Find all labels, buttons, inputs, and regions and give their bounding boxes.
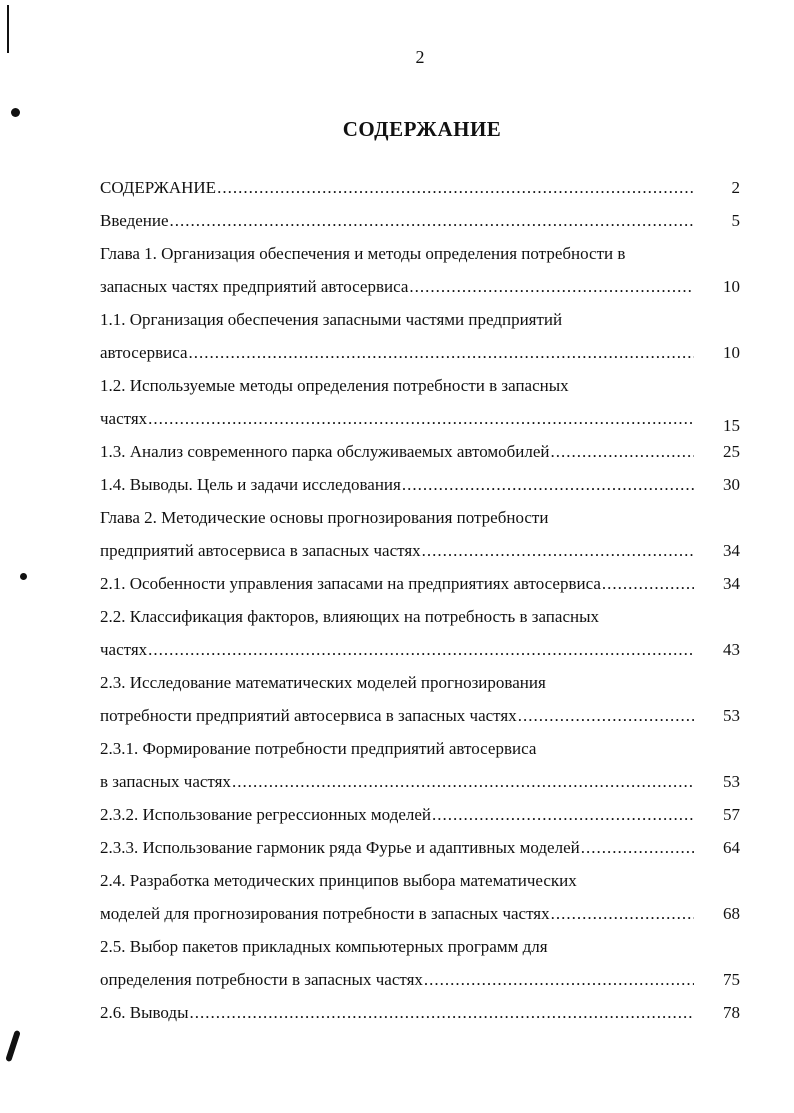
toc-line xyxy=(100,963,740,996)
toc-entry-text: частях xyxy=(100,409,148,428)
toc-entry-text: 2.3.3. Использование гармоник ряда Фурье и адаптивных моделей xyxy=(100,838,580,857)
scan-mark xyxy=(5,1030,21,1062)
dot-leader xyxy=(551,435,694,468)
toc-entry xyxy=(100,435,740,468)
toc-entry-text: 2.2. Классификация факторов, влияющих на потребность в запасных xyxy=(100,607,600,626)
toc-entry-text: Введение xyxy=(100,211,169,230)
toc-page-number: 2 xyxy=(731,178,740,197)
toc-entry xyxy=(100,204,740,237)
toc-line xyxy=(100,237,740,270)
toc-entry-text: 2.3.2. Использование регрессионных моделей xyxy=(100,805,432,824)
toc-entry-text: в запасных частях xyxy=(100,772,231,791)
toc-entry xyxy=(100,996,740,1029)
toc-entry-text: запасных частях предприятий автосервиса xyxy=(100,277,409,296)
toc-entry-text: 1.1. Организация обеспечения запасными частями предприятий xyxy=(100,310,563,329)
toc-page-number: 15 xyxy=(723,416,740,435)
toc-entry xyxy=(100,798,740,831)
toc-line xyxy=(100,897,740,930)
toc-page-number: 5 xyxy=(731,211,740,230)
page-number: 2 xyxy=(415,47,425,67)
toc-line xyxy=(100,666,740,699)
toc-page-number: 53 xyxy=(723,772,740,791)
toc-page-number: 53 xyxy=(723,706,740,725)
toc-line xyxy=(100,567,740,600)
toc-page-number: 10 xyxy=(723,277,740,296)
toc-line xyxy=(100,336,740,369)
toc-line xyxy=(100,270,740,303)
toc-page-number: 68 xyxy=(723,904,740,923)
table-of-contents xyxy=(100,171,740,1029)
toc-entry-text: 2.3. Исследование математических моделей прогнозирования xyxy=(100,673,546,692)
dot-leader xyxy=(170,204,694,237)
toc-page-number: 25 xyxy=(723,442,740,461)
toc-entry-text: 1.2. Используемые методы определения потребности в запасных xyxy=(100,376,569,395)
scan-mark xyxy=(7,5,9,53)
toc-line xyxy=(100,996,740,1029)
toc-entry-text: 1.4. Выводы. Цель и задачи исследования xyxy=(100,475,401,494)
toc-entry-text: 2.1. Особенности управления запасами на предприятиях автосервиса xyxy=(100,574,601,593)
toc-line xyxy=(100,732,740,765)
toc-line xyxy=(100,633,740,666)
dot-leader xyxy=(148,402,694,435)
toc-page-number: 78 xyxy=(723,1003,740,1022)
toc-entry xyxy=(100,501,740,567)
toc-page-number: 43 xyxy=(723,640,740,659)
toc-entry xyxy=(100,237,740,303)
toc-entry-text: 1.3. Анализ современного парка обслуживаемых автомобилей xyxy=(100,442,550,461)
dot-leader xyxy=(190,996,694,1029)
dot-leader xyxy=(518,699,694,732)
dot-leader xyxy=(189,336,695,369)
toc-entry xyxy=(100,567,740,600)
toc-line xyxy=(100,534,740,567)
toc-entry xyxy=(100,930,740,996)
toc-entry-text: 2.3.1. Формирование потребности предприятий автосервиса xyxy=(100,739,537,758)
dot-leader xyxy=(581,831,694,864)
toc-line xyxy=(100,798,740,831)
toc-entry-text: потребности предприятий автосервиса в запасных частях xyxy=(100,706,517,725)
toc-page-number: 75 xyxy=(723,970,740,989)
toc-entry xyxy=(100,831,740,864)
toc-entry-text: определения потребности в запасных частях xyxy=(100,970,423,989)
dot-leader xyxy=(402,468,694,501)
dot-leader xyxy=(148,633,694,666)
toc-line xyxy=(100,600,740,633)
dot-leader xyxy=(551,897,694,930)
toc-entry xyxy=(100,600,740,666)
toc-entry xyxy=(100,468,740,501)
toc-entry xyxy=(100,303,740,369)
toc-entry-text: моделей для прогнозирования потребности в запасных частях xyxy=(100,904,550,923)
toc-entry-text: предприятий автосервиса в запасных частях xyxy=(100,541,421,560)
toc-entry-text: частях xyxy=(100,640,148,659)
toc-page-number: 34 xyxy=(723,574,740,593)
toc-entry-text: Глава 2. Методические основы прогнозирования потребности xyxy=(100,508,549,527)
toc-line xyxy=(100,369,740,402)
toc-line xyxy=(100,402,740,435)
toc-page-number: 34 xyxy=(723,541,740,560)
toc-line xyxy=(100,699,740,732)
scan-mark xyxy=(20,573,27,580)
toc-entry xyxy=(100,369,740,435)
toc-entry xyxy=(100,732,740,798)
scan-mark xyxy=(11,108,20,117)
toc-entry-text: Глава 1. Организация обеспечения и методы определения потребности в xyxy=(100,244,626,263)
dot-leader xyxy=(422,534,694,567)
toc-line xyxy=(100,204,740,237)
toc-line xyxy=(100,831,740,864)
toc-line xyxy=(100,765,740,798)
page-title: СОДЕРЖАНИЕ xyxy=(342,117,502,141)
toc-line xyxy=(100,864,740,897)
toc-line xyxy=(100,435,740,468)
toc-line xyxy=(100,303,740,336)
dot-leader xyxy=(432,798,694,831)
dot-leader xyxy=(232,765,694,798)
toc-page-number: 30 xyxy=(723,475,740,494)
toc-line xyxy=(100,468,740,501)
dot-leader xyxy=(409,270,694,303)
toc-entry xyxy=(100,171,740,204)
toc-page-number: 10 xyxy=(723,343,740,362)
toc-line xyxy=(100,930,740,963)
toc-entry-text: автосервиса xyxy=(100,343,188,362)
toc-entry-text: 2.4. Разработка методических принципов выбора математических xyxy=(100,871,577,890)
toc-entry-text: 2.5. Выбор пакетов прикладных компьютерных программ для xyxy=(100,937,548,956)
dot-leader xyxy=(424,963,694,996)
toc-page-number: 57 xyxy=(723,805,740,824)
toc-entry-text: 2.6. Выводы xyxy=(100,1003,189,1022)
toc-entry-text: СОДЕРЖАНИЕ xyxy=(100,178,217,197)
dot-leader xyxy=(602,567,694,600)
toc-entry xyxy=(100,864,740,930)
toc-entry xyxy=(100,666,740,732)
toc-line xyxy=(100,501,740,534)
toc-line xyxy=(100,171,740,204)
dot-leader xyxy=(217,171,694,204)
toc-page-number: 64 xyxy=(723,838,740,857)
